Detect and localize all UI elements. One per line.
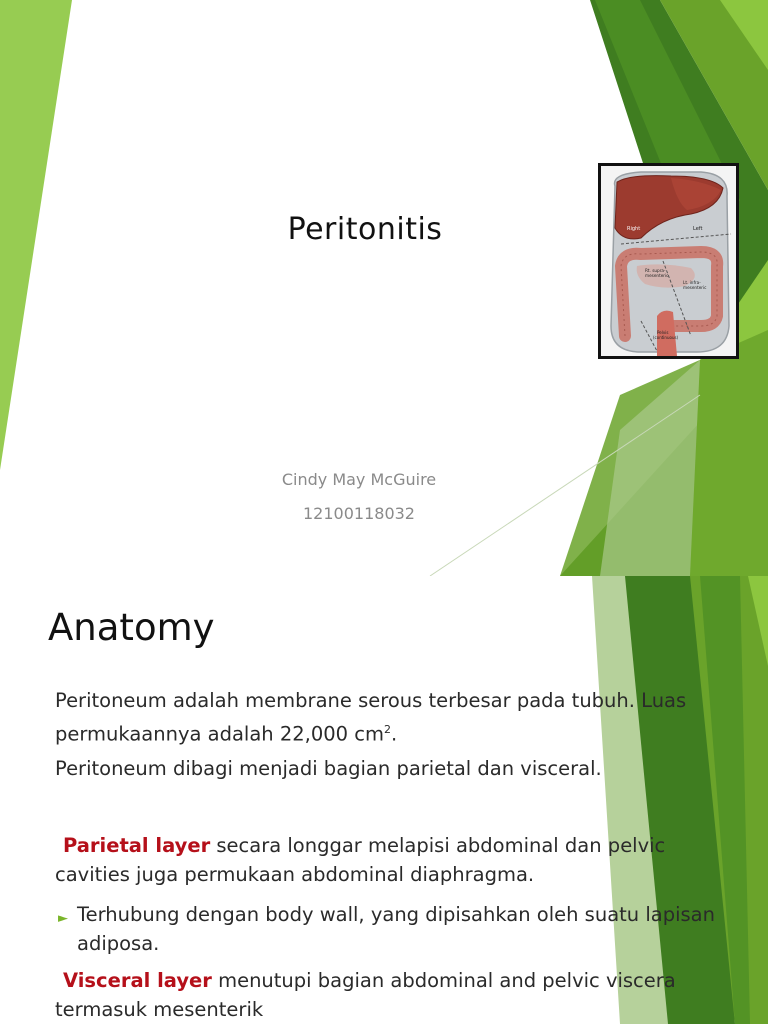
svg-text:(continuous): (continuous) bbox=[653, 335, 679, 340]
paragraph-text: secara longgar melapisi abdominal dan pelvic cavities juga permukaan abdominal diaphragma. bbox=[55, 834, 666, 886]
svg-text:mesenteric: mesenteric bbox=[645, 273, 669, 278]
svg-text:Lt. infra-: Lt. infra- bbox=[683, 280, 701, 285]
paragraph-visceral bbox=[55, 966, 745, 1024]
bullet-arrow-icon: ► bbox=[58, 911, 68, 926]
paragraph-parietal bbox=[55, 831, 745, 889]
slide-title: Anatomy bbox=[48, 606, 215, 649]
paragraph-peritoneum bbox=[55, 686, 745, 749]
paragraph-end: . bbox=[391, 722, 398, 746]
svg-text:Right: Right bbox=[627, 226, 641, 232]
parietal-layer-term: Parietal layer bbox=[63, 834, 211, 857]
anatomy-slide bbox=[0, 576, 768, 1024]
paragraph-text: Peritoneum adalah membrane serous terbesar pada tubuh. Luas permukaannya adalah 22,000 cm bbox=[55, 689, 687, 746]
peritoneal-cavity-diagram bbox=[598, 163, 739, 359]
abdomen-illustration bbox=[601, 166, 736, 356]
svg-text:Rt. supra-: Rt. supra- bbox=[645, 268, 666, 273]
svg-text:mesenteric: mesenteric bbox=[683, 285, 707, 290]
slide-title: Peritonitis bbox=[287, 212, 443, 247]
svg-text:Left: Left bbox=[693, 226, 703, 232]
student-id: 12100118032 bbox=[303, 504, 415, 523]
visceral-layer-term: Visceral layer bbox=[63, 969, 212, 992]
svg-text:Pelvis: Pelvis bbox=[657, 330, 669, 335]
author-name: Cindy May McGuire bbox=[281, 470, 437, 489]
bullet-body-wall: Terhubung dengan body wall, yang dipisahkan oleh suatu lapisan adiposa. bbox=[77, 903, 715, 955]
paragraph-text: menutupi bagian abdominal and pelvic viscera termasuk mesenterik bbox=[55, 969, 676, 1021]
superscript: 2 bbox=[384, 723, 392, 736]
paragraph-division: Peritoneum dibagi menjadi bagian parietal dan visceral. bbox=[55, 757, 602, 780]
